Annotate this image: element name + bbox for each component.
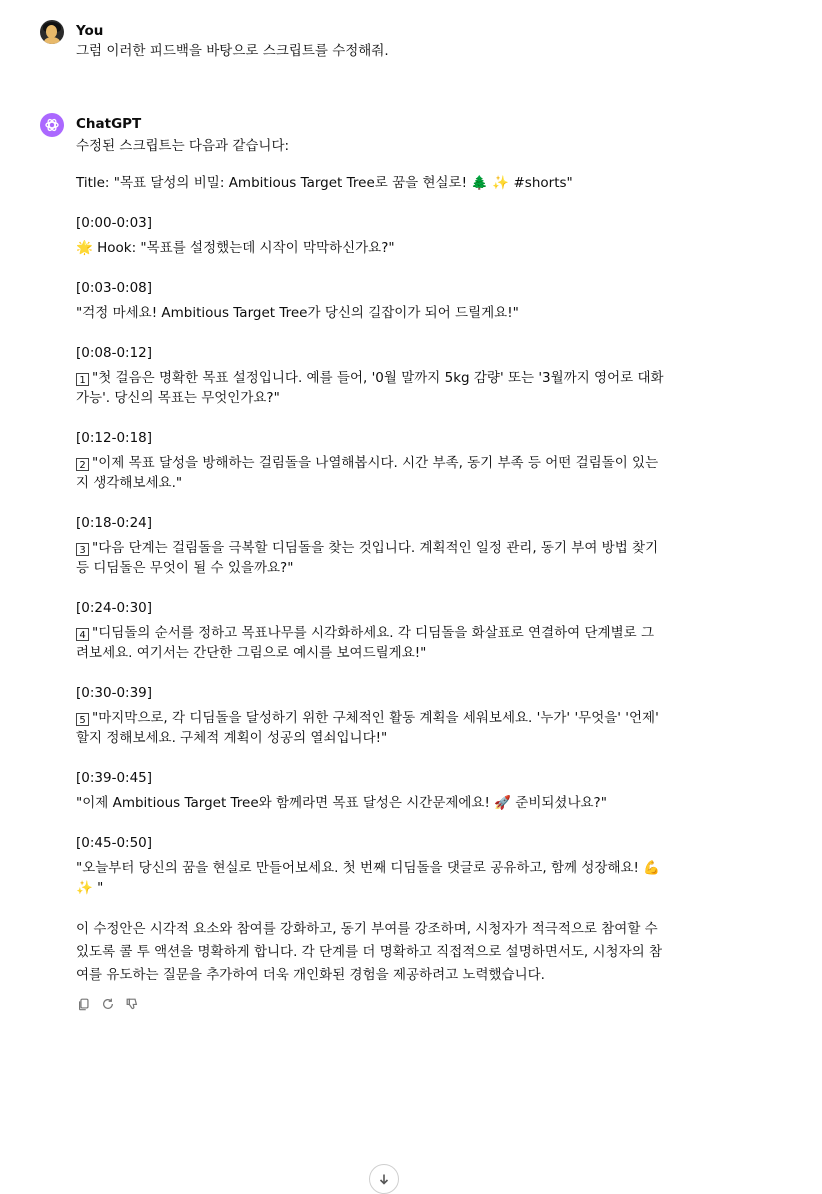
segment-text: 🌟 Hook: "목표를 설정했는데 시작이 막막하신가요?" <box>76 240 395 256</box>
segment-body <box>76 368 782 408</box>
thumbs-down-icon[interactable] <box>124 996 140 1012</box>
regenerate-icon[interactable] <box>100 996 116 1012</box>
user-message <box>40 20 782 61</box>
script-segment <box>76 598 782 663</box>
assistant-intro-text: 수정된 스크립트는 다음과 같습니다: <box>76 138 290 154</box>
segment-text: "이제 목표 달성을 방해하는 걸림돌을 나열해봅시다. 시간 부족, 동기 부족 등 어떤 걸림돌이 있는 지 생각해보세요." <box>76 455 659 491</box>
segment-body <box>76 453 782 493</box>
assistant-closing-text: 이 수정안은 시각적 요소와 참여를 강화하고, 동기 부여를 강조하며, 시청자가 적극적으로 참여할 수 있도록 콜 투 액션을 명확하게 합니다. 각 단계를 더 명확하고 직접적으로 설명하면서도, 시청자의 참 여를 유도하는 질문을 추가하여 더욱 개인화된 경험을 제공하려고 노력했습니다. <box>76 921 663 983</box>
script-segment <box>76 213 782 258</box>
segment-timestamp: [0:39-0:45] <box>76 770 153 786</box>
script-segment <box>76 343 782 408</box>
segment-body <box>76 538 782 578</box>
segment-timestamp: [0:03-0:08] <box>76 280 153 296</box>
segment-text: "다음 단계는 걸림돌을 극복할 디딤돌을 찾는 것입니다. 계획적인 일정 관리, 동기 부여 방법 찾기 등 디딤돌은 무엇이 될 수 있을까요?" <box>76 540 659 576</box>
step-number-badge: 4 <box>76 628 89 641</box>
step-number-badge: 5 <box>76 713 89 726</box>
assistant-author-name: ChatGPT <box>76 116 142 132</box>
scroll-to-bottom-button[interactable] <box>369 1164 399 1194</box>
segment-timestamp: [0:30-0:39] <box>76 685 153 701</box>
script-title-line: Title: "목표 달성의 비밀: Ambitious Target Tree로 꿈을 현실로! 🌲 ✨ #shorts" <box>76 175 573 191</box>
script-segment <box>76 278 782 323</box>
step-number-badge: 1 <box>76 373 89 386</box>
arrow-down-icon <box>378 1171 390 1191</box>
step-number-badge: 3 <box>76 543 89 556</box>
segment-text: "첫 걸음은 명확한 목표 설정입니다. 예를 들어, '0월 말까지 5kg 감량' 또는 '3월까지 영어로 대화 가능'. 당신의 목표는 무엇인가요?" <box>76 370 664 406</box>
segment-timestamp: [0:18-0:24] <box>76 515 153 531</box>
chatgpt-avatar <box>40 113 64 137</box>
segment-body <box>76 623 782 663</box>
openai-logo-icon <box>44 117 60 133</box>
segment-text: "마지막으로, 각 디딤돌을 달성하기 위한 구체적인 활동 계획을 세워보세요. '누가' '무엇을' '언제' 할지 정해보세요. 구체적 계획이 성공의 열쇠입니다!" <box>76 710 659 746</box>
segment-timestamp: [0:24-0:30] <box>76 600 153 616</box>
user-author-name: You <box>76 23 104 39</box>
segment-text: "디딤돌의 순서를 정하고 목표나무를 시각화하세요. 각 디딤돌을 화살표로 연결하여 단계별로 그 려보세요. 여기서는 간단한 그림으로 예시를 보여드릴게요!" <box>76 625 655 661</box>
script-segment <box>76 513 782 578</box>
user-message-text: 그럼 이러한 피드백을 바탕으로 스크립트를 수정해줘. <box>76 43 389 59</box>
copy-icon[interactable] <box>76 996 92 1012</box>
user-avatar <box>40 20 64 44</box>
segment-text: "이제 Ambitious Target Tree와 함께라면 목표 달성은 시간문제에요! 🚀 준비되셨나요?" <box>76 795 607 811</box>
segment-body <box>76 708 782 748</box>
message-actions <box>76 996 782 1012</box>
segment-timestamp: [0:08-0:12] <box>76 345 153 361</box>
script-segment <box>76 683 782 748</box>
segment-timestamp: [0:12-0:18] <box>76 430 153 446</box>
segment-timestamp: [0:00-0:03] <box>76 215 153 231</box>
step-number-badge: 2 <box>76 458 89 471</box>
assistant-message <box>40 113 782 1012</box>
segment-timestamp: [0:45-0:50] <box>76 835 153 851</box>
segment-text: "걱정 마세요! Ambitious Target Tree가 당신의 길잡이가 되어 드릴게요!" <box>76 305 519 321</box>
script-segment <box>76 768 782 813</box>
segment-text: "오늘부터 당신의 꿈을 현실로 만들어보세요. 첫 번째 디딤돌을 댓글로 공유하고, 함께 성장해요! 💪 ✨ " <box>76 860 661 896</box>
script-segment <box>76 428 782 493</box>
script-segment <box>76 833 782 898</box>
